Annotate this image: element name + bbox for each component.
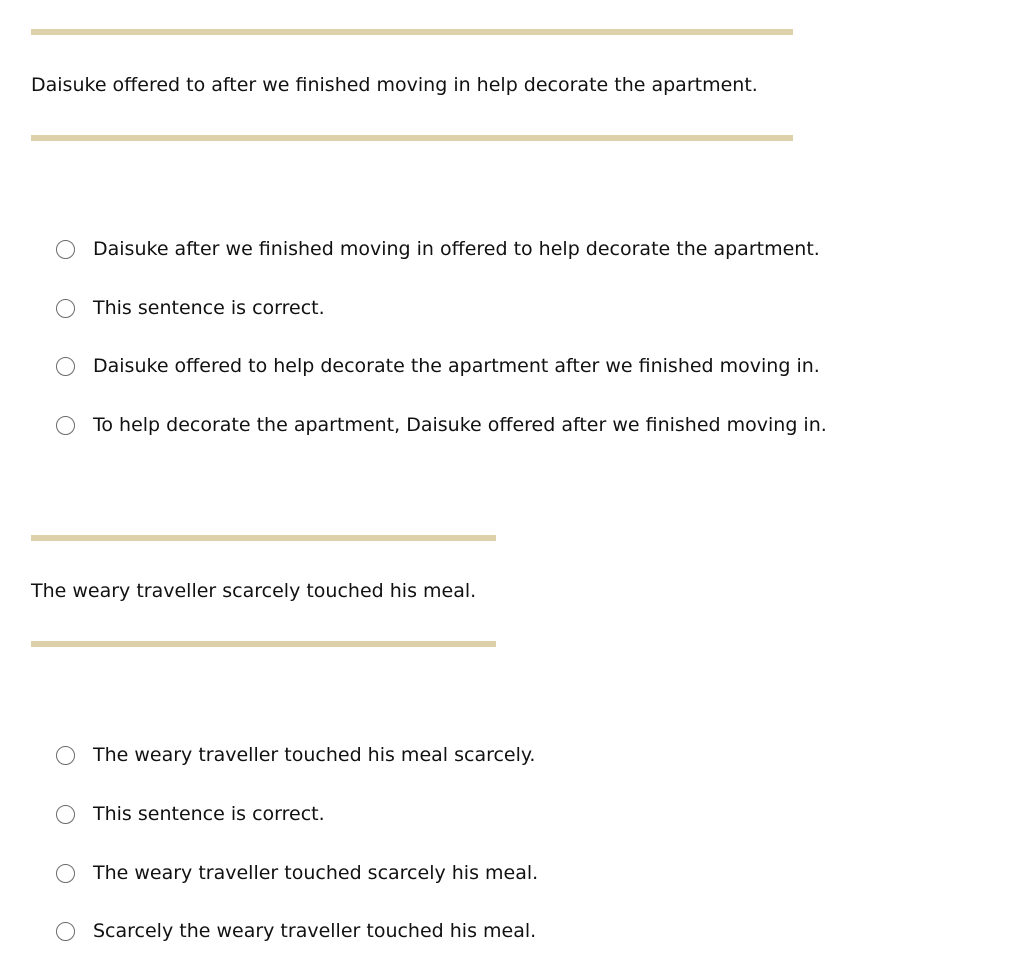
radio-button-icon[interactable] <box>56 922 75 941</box>
option-label: This sentence is correct. <box>93 297 325 319</box>
question-1-option-1[interactable] <box>56 236 820 262</box>
question-1-prompt: Daisuke offered to after we finished moving in help decorate the apartment. <box>31 74 758 96</box>
question-2-top-rule <box>31 535 496 541</box>
question-2-option-4[interactable] <box>56 918 536 944</box>
question-2-option-1[interactable] <box>56 742 535 768</box>
question-2-prompt: The weary traveller scarcely touched his meal. <box>31 580 477 602</box>
radio-button-icon[interactable] <box>56 864 75 883</box>
question-1-option-2[interactable] <box>56 295 325 321</box>
radio-button-icon[interactable] <box>56 299 75 318</box>
question-1-option-4[interactable] <box>56 412 827 438</box>
option-label: The weary traveller touched his meal scarcely. <box>93 744 536 766</box>
question-2-option-3[interactable] <box>56 860 538 886</box>
question-2-bottom-rule <box>31 641 496 647</box>
radio-button-icon[interactable] <box>56 240 75 259</box>
option-label: Daisuke offered to help decorate the apartment after we finished moving in. <box>93 355 820 377</box>
option-label: Scarcely the weary traveller touched his meal. <box>93 920 537 942</box>
question-2-option-2[interactable] <box>56 801 325 827</box>
radio-button-icon[interactable] <box>56 416 75 435</box>
question-1-top-rule <box>31 29 793 35</box>
radio-button-icon[interactable] <box>56 357 75 376</box>
radio-button-icon[interactable] <box>56 746 75 765</box>
option-label: To help decorate the apartment, Daisuke offered after we finished moving in. <box>93 414 827 436</box>
option-label: The weary traveller touched scarcely his meal. <box>93 862 539 884</box>
question-1-option-3[interactable] <box>56 353 820 379</box>
option-label: This sentence is correct. <box>93 803 325 825</box>
option-label: Daisuke after we finished moving in offered to help decorate the apartment. <box>93 238 820 260</box>
radio-button-icon[interactable] <box>56 805 75 824</box>
question-1-bottom-rule <box>31 135 793 141</box>
